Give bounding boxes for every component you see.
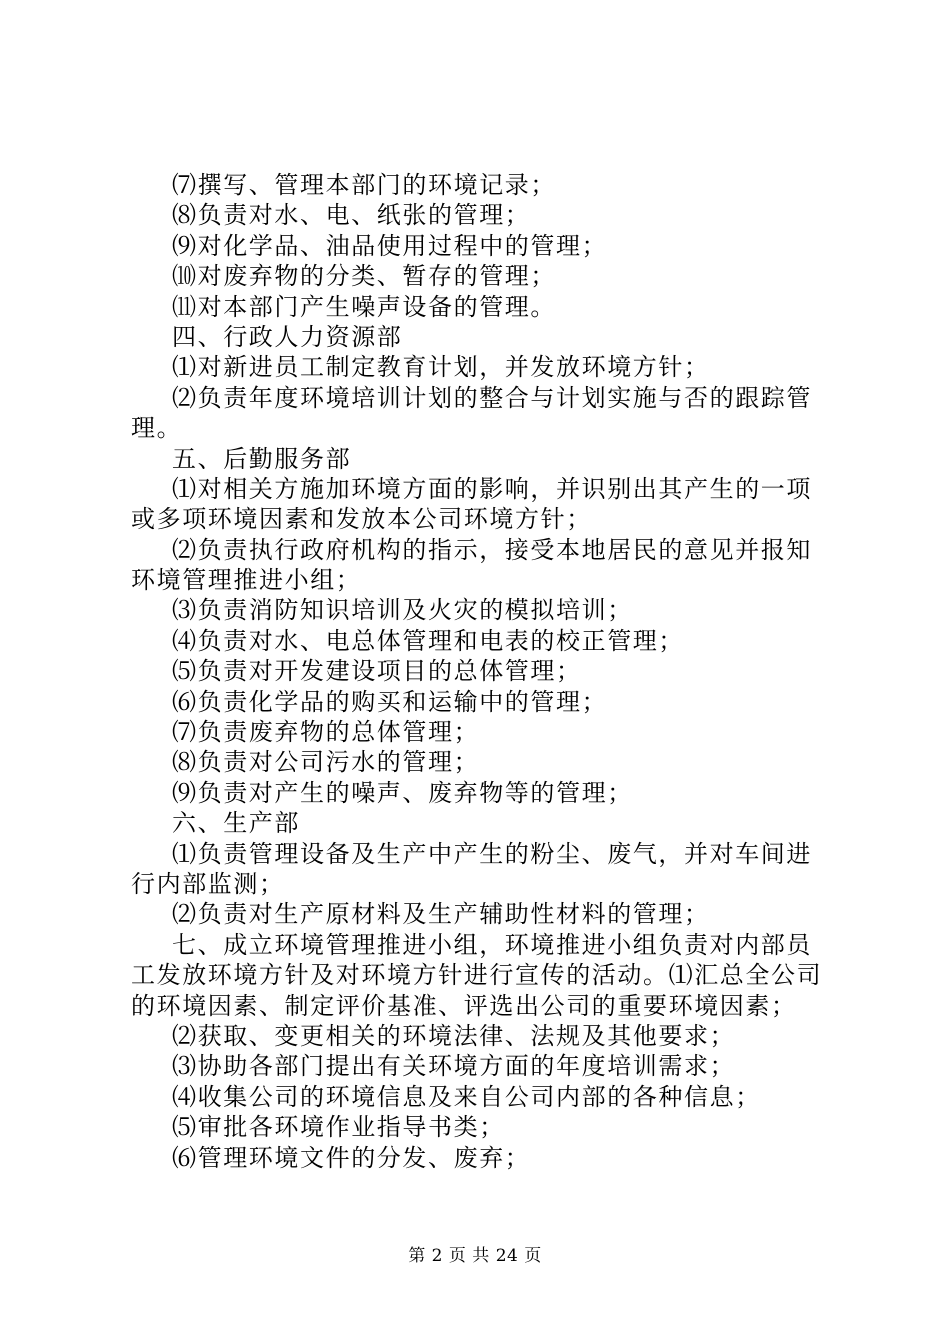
text-line: 理。 xyxy=(131,414,183,443)
text-line: ⑶负责消防知识培训及火灾的模拟培训； xyxy=(172,596,633,625)
text-line: ⑴对相关方施加环境方面的影响，并识别出其产生的一项 xyxy=(172,474,812,503)
text-line: ⑻负责对水、电、纸张的管理； xyxy=(172,201,531,230)
text-line: ⑻负责对公司污水的管理； xyxy=(172,748,480,777)
text-line: ⑹负责化学品的购买和运输中的管理； xyxy=(172,687,608,716)
section-heading: 七、成立环境管理推进小组，环境推进小组负责对内部员 xyxy=(172,930,812,959)
page-number-label: 第 2 页 共 24 页 xyxy=(408,1246,542,1266)
text-line: ⑵负责年度环境培训计划的整合与计划实施与否的跟踪管 xyxy=(172,383,812,412)
section-heading: 五、后勤服务部 xyxy=(172,444,352,473)
text-line: ⑺撰写、管理本部门的环境记录； xyxy=(172,171,556,199)
text-line: ⑶协助各部门提出有关环境方面的年度培训需求； xyxy=(172,1052,736,1081)
text-line: ⑷收集公司的环境信息及来自公司内部的各种信息； xyxy=(172,1082,761,1111)
text-line: 环境管理推进小组； xyxy=(131,566,362,595)
text-line: ⑸审批各环境作业指导书类； xyxy=(172,1113,505,1142)
text-line: ⑾对本部门产生噪声设备的管理。 xyxy=(172,292,556,321)
page-footer xyxy=(0,1246,950,1266)
text-line: 或多项环境因素和发放本公司环境方针； xyxy=(131,505,592,534)
text-line: ⑵获取、变更相关的环境法律、法规及其他要求； xyxy=(172,1021,736,1050)
text-line: ⑼对化学品、油品使用过程中的管理； xyxy=(172,231,608,260)
text-line: ⑸负责对开发建设项目的总体管理； xyxy=(172,657,582,686)
text-line: ⑴负责管理设备及生产中产生的粉尘、废气，并对车间进 xyxy=(172,839,812,868)
text-line: ⑺负责废弃物的总体管理； xyxy=(172,718,480,747)
text-line: ⑽对废弃物的分类、暂存的管理； xyxy=(172,262,556,291)
text-line: ⑵负责对生产原材料及生产辅助性材料的管理； xyxy=(172,900,710,929)
text-line: ⑵负责执行政府机构的指示，接受本地居民的意见并报知 xyxy=(172,535,812,564)
text-line: ⑴对新进员工制定教育计划，并发放环境方针； xyxy=(172,353,710,382)
text-line: 行内部监测； xyxy=(131,869,285,898)
text-line: 工发放环境方针及对环境方针进行宣传的活动。⑴汇总全公司 xyxy=(131,961,823,990)
text-line: ⑼负责对产生的噪声、废弃物等的管理； xyxy=(172,778,633,807)
document-body xyxy=(131,170,837,1173)
text-line: ⑹管理环境文件的分发、废弃； xyxy=(172,1143,531,1172)
text-line: 的环境因素、制定评价基准、评选出公司的重要环境因素； xyxy=(131,991,797,1020)
section-heading: 四、行政人力资源部 xyxy=(172,322,403,351)
section-heading: 六、生产部 xyxy=(172,809,300,838)
text-line: ⑷负责对水、电总体管理和电表的校正管理； xyxy=(172,626,684,655)
